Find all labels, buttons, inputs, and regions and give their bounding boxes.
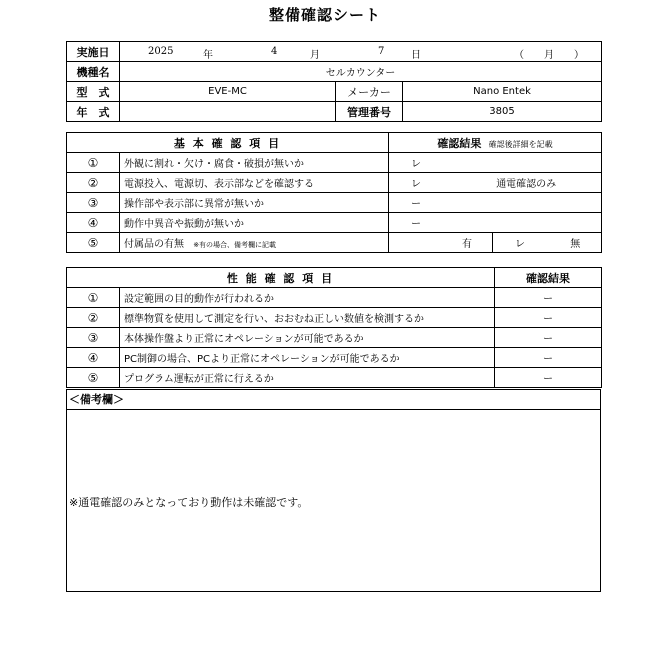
year-value[interactable]	[120, 102, 336, 122]
table-row	[67, 348, 602, 368]
date-day: 7	[378, 46, 385, 57]
check-item: 動作中異音や振動が無いか	[120, 213, 389, 233]
check-mark: ー	[411, 199, 421, 210]
model-type-label: 型 式	[67, 82, 120, 102]
maker-value[interactable]: Nano Entek	[403, 82, 602, 102]
check-item: 外観に割れ・欠け・腐食・破損が無いか	[120, 153, 389, 173]
row-number: ④	[67, 348, 120, 368]
page-title: 整備確認シート	[268, 6, 381, 24]
perf-result[interactable]: ー	[495, 368, 602, 388]
info-table	[66, 41, 602, 122]
date-weekday: （ 月 ）	[514, 50, 584, 61]
model-name-label: 機種名	[67, 62, 120, 82]
accessory-yes[interactable]: 有	[389, 233, 493, 253]
accessory-no: 無	[570, 239, 581, 250]
row-number: ①	[67, 153, 120, 173]
maker-label: メーカー	[336, 82, 403, 102]
row-number: ⑤	[67, 233, 120, 253]
date-label: 実施日	[67, 42, 120, 62]
table-row	[67, 368, 602, 388]
date-month: 4	[271, 46, 278, 57]
model-name-value[interactable]: セルカウンター	[120, 62, 602, 82]
perf-result[interactable]: ー	[495, 308, 602, 328]
row-number: ④	[67, 213, 120, 233]
check-note: 通電確認のみ	[496, 179, 557, 190]
table-row	[67, 213, 602, 233]
perf-header-item: 性 能 確 認 項 目	[67, 268, 495, 288]
check-result[interactable]	[389, 173, 602, 193]
table-row	[67, 233, 602, 253]
check-item	[120, 233, 389, 253]
perf-result[interactable]: ー	[495, 288, 602, 308]
row-number: ①	[67, 288, 120, 308]
check-mark: ー	[411, 219, 421, 230]
performance-check-table	[66, 267, 602, 388]
check-result[interactable]	[389, 193, 602, 213]
table-row	[67, 153, 602, 173]
perf-item: 本体操作盤より正常にオペレーションが可能であるか	[120, 328, 495, 348]
date-year: 2025	[148, 46, 174, 57]
basic-check-table	[66, 132, 602, 253]
date-month-unit: 月	[310, 50, 320, 61]
remarks-text: ※通電確認のみとなっており動作は未確認です。	[69, 496, 309, 509]
row-number: ②	[67, 308, 120, 328]
basic-header-result-note: 確認後詳細を記載	[488, 139, 553, 149]
table-row	[67, 173, 602, 193]
row-number: ②	[67, 173, 120, 193]
model-type-value[interactable]: EVE-MC	[120, 82, 336, 102]
row-number: ③	[67, 193, 120, 213]
basic-header-result	[389, 133, 602, 153]
perf-item: 設定範囲の目的動作が行われるか	[120, 288, 495, 308]
year-label: 年 式	[67, 102, 120, 122]
table-row	[67, 308, 602, 328]
check-result[interactable]	[389, 213, 602, 233]
check-result[interactable]	[389, 153, 602, 173]
basic-header-result-label: 確認結果	[437, 136, 482, 150]
perf-header-result: 確認結果	[495, 268, 602, 288]
perf-item: 標準物質を使用して測定を行い、おおむね正しい数値を検測するか	[120, 308, 495, 328]
remarks-box[interactable]	[66, 389, 601, 592]
check-mark: レ	[515, 239, 525, 250]
remarks-label: ＜備考欄＞	[67, 390, 600, 410]
basic-header-item: 基 本 確 認 項 目	[67, 133, 389, 153]
row-number: ③	[67, 328, 120, 348]
check-item: 操作部や表示部に異常が無いか	[120, 193, 389, 213]
mgmt-no-label: 管理番号	[336, 102, 403, 122]
check-mark: レ	[411, 159, 421, 170]
table-row	[67, 193, 602, 213]
perf-result[interactable]: ー	[495, 348, 602, 368]
date-day-unit: 日	[411, 50, 421, 61]
check-mark: レ	[411, 179, 421, 190]
accessory-result[interactable]	[493, 233, 602, 253]
table-row	[67, 328, 602, 348]
perf-result[interactable]: ー	[495, 328, 602, 348]
check-item-note: ※有の場合、備考欄に記載	[193, 241, 277, 249]
perf-item: PC制御の場合、PCより正常にオペレーションが可能であるか	[120, 348, 495, 368]
row-number: ⑤	[67, 368, 120, 388]
perf-item: プログラム運転が正常に行えるか	[120, 368, 495, 388]
date-year-unit: 年	[203, 50, 213, 61]
table-row	[67, 288, 602, 308]
check-item: 電源投入、電源切、表示部などを確認する	[120, 173, 389, 193]
check-item-label: 付属品の有無	[124, 239, 184, 250]
mgmt-no-value[interactable]: 3805	[403, 102, 602, 122]
date-field[interactable]	[120, 42, 602, 62]
